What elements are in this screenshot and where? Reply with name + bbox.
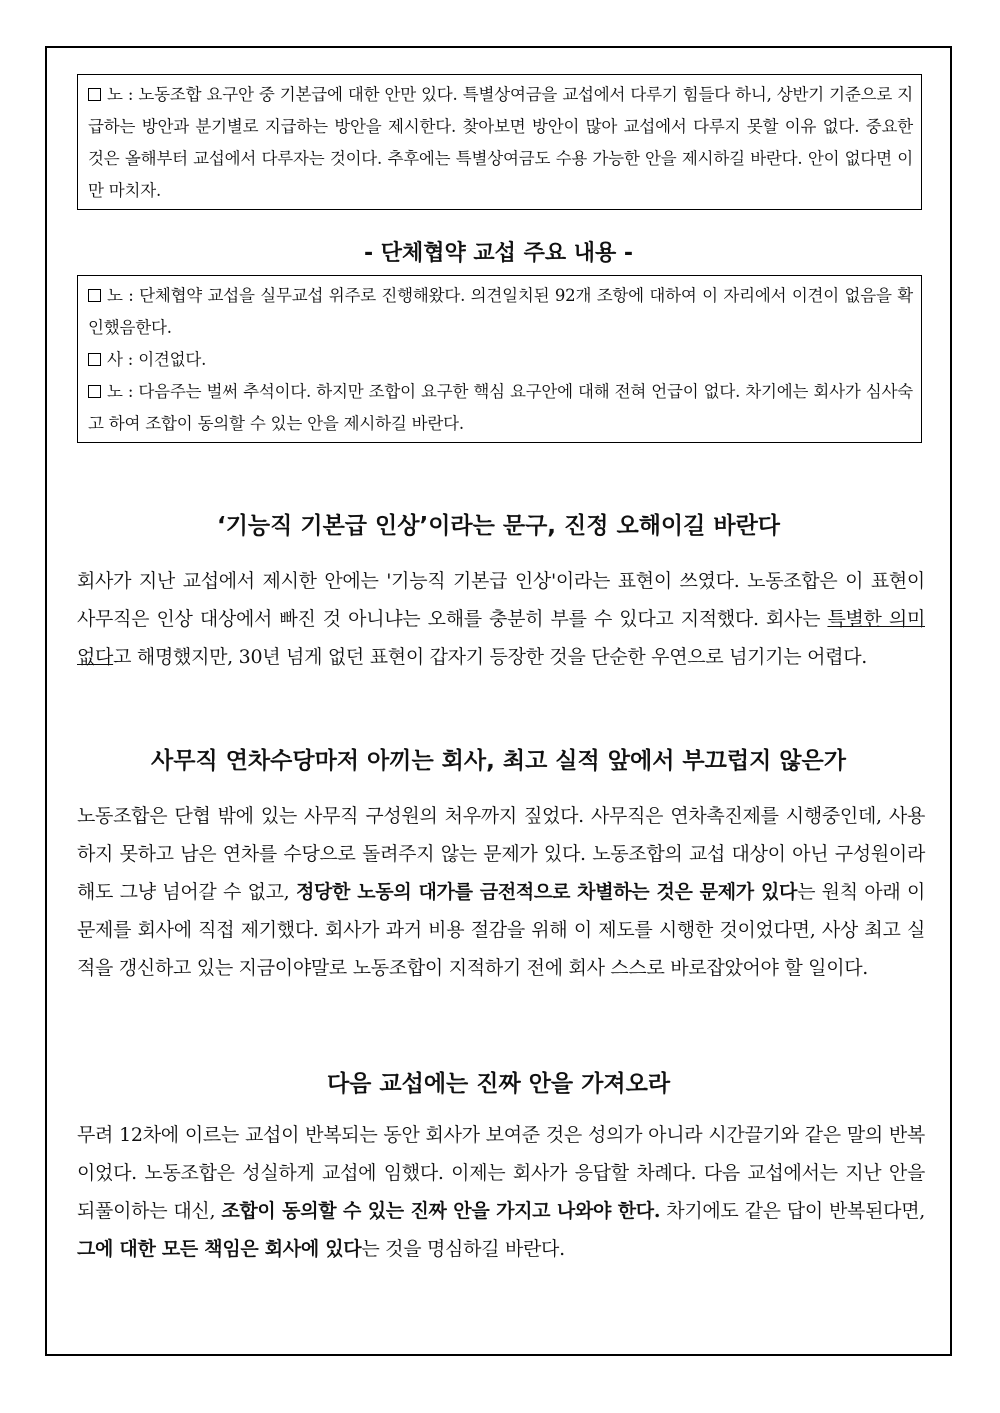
collective-agreement-box <box>77 275 922 443</box>
checkbox-icon <box>88 88 101 101</box>
article3-heading: 다음 교섭에는 진짜 안을 가져오라 <box>326 1071 671 1097</box>
checkbox-icon <box>88 289 101 302</box>
article1-body: 회사가 지난 교섭에서 제시한 안에는 '기능직 기본급 인상'이라는 표현이 쓰였다. 노동조합은 이 표현이 사무직은 인상 대상에서 빠진 것 아니냐는 오해를 충분히 부를 수 있다고 지적했다. 회사는 특별한 의미 없다고 해명했지만, 30년 넘게 없던 표현이 갑자기 등장한 것을 단순한 우연으로 넘기기는 어렵다. <box>77 570 925 668</box>
article2-body: 노동조합은 단협 밖에 있는 사무직 구성원의 처우까지 짚었다. 사무직은 연차촉진제를 시행중인데, 사용하지 못하고 남은 연차를 수당으로 돌려주지 않는 문제가 있다. 노동조합의 교섭 대상이 아닌 구성원이라 해도 그냥 넘어갈 수 없고, 정당한 노동의 대가를 금전적으로 차별하는 것은 문제가 있다는 원칙 아래 이 문제를 회사에 직접 제기했다. 회사가 과거 비용 절감을 위해 이 제도를 시행한 것이었다면, 사상 최고 실적을 갱신하고 있는 지금이야말로 노동조합이 지적하기 전에 회사 스스로 바로잡았어야 할 일이다. <box>77 805 926 979</box>
bonus-negotiation-box <box>77 74 922 210</box>
underlined-phrase: 특별한 의미 없다 <box>77 608 925 668</box>
bold-phrase: 정당한 노동의 대가를 금전적으로 차별하는 것은 문제가 있다 <box>295 881 798 903</box>
union-statement-agreement: 노 : 단체협약 교섭을 실무교섭 위주로 진행해왔다. 의견일치된 92개 조항에 대하여 이 자리에서 이견이 없음을 확인했음한다. <box>88 286 913 337</box>
checkbox-icon <box>88 353 101 366</box>
article2-heading: 사무직 연차수당마저 아끼는 회사, 최고 실적 앞에서 부끄럽지 않은가 <box>151 748 846 774</box>
bold-phrase: 조합이 동의할 수 있는 진짜 안을 가지고 나와야 한다. <box>221 1200 661 1222</box>
union-statement-chuseok: 노 : 다음주는 벌써 추석이다. 하지만 조합이 요구한 핵심 요구안에 대해 전혀 언급이 없다. 차기에는 회사가 심사숙고 하여 조합이 동의할 수 있는 안을 제시하길 바란다. <box>88 382 913 433</box>
article1-heading: ‘기능직 기본급 인상’이라는 문구, 진정 오해이길 바란다 <box>216 513 781 539</box>
company-statement: 사 : 이견없다. <box>88 344 913 376</box>
article3-body: 무려 12차에 이르는 교섭이 반복되는 동안 회사가 보여준 것은 성의가 아니라 시간끌기와 같은 말의 반복이었다. 노동조합은 성실하게 교섭에 임했다. 이제는 회사가 응답할 차례다. 다음 교섭에서는 지난 안을 되풀이하는 대신, 조합이 동의할 수 있는 진짜 안을 가지고 나와야 한다. 차기에도 같은 답이 반복된다면, 그에 대한 모든 책임은 회사에 있다는 것을 명심하길 바란다. <box>77 1124 926 1260</box>
checkbox-icon <box>88 385 101 398</box>
bold-phrase: 그에 대한 모든 책임은 회사에 있다 <box>77 1238 362 1260</box>
union-statement-bonus: 노 : 노동조합 요구안 중 기본급에 대한 안만 있다. 특별상여금을 교섭에서 다루기 힘들다 하니, 상반기 기준으로 지급하는 방안과 분기별로 지급하는 방안을 제시한다. 찾아보면 방안이 많아 교섭에서 다루지 못할 이유 없다. 중요한 것은 올해부터 교섭에서 다루자는 것이다. 추후에는 특별상여금도 수용 가능한 안을 제시하길 바란다. 안이 없다면 이만 마치자. <box>88 85 913 200</box>
section-title: - 단체협약 교섭 주요 내용 - <box>363 241 634 266</box>
